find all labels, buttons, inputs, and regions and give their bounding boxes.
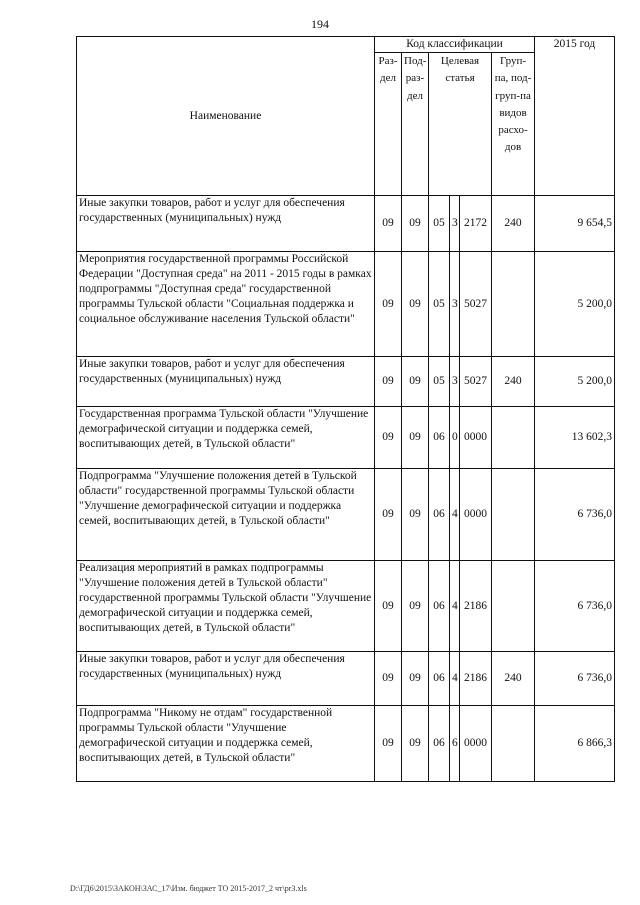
row-subsection: 09	[402, 357, 429, 407]
row-target-subprogram: 3	[450, 252, 460, 357]
row-expense-group	[492, 252, 535, 357]
row-expense-group	[492, 407, 535, 469]
column-header-expense-group: Груп-па, под-груп-па видов расхо-дов	[492, 53, 535, 196]
table-row	[77, 561, 615, 652]
row-target-program: 06	[429, 407, 450, 469]
row-amount: 6 736,0	[535, 561, 615, 652]
row-subsection: 09	[402, 196, 429, 252]
row-amount: 9 654,5	[535, 196, 615, 252]
row-target-program: 06	[429, 652, 450, 706]
column-header-name: Наименование	[77, 37, 375, 196]
table-row	[77, 706, 615, 782]
column-header-subsection: Под-раз-дел	[402, 53, 429, 196]
row-target-subprogram: 3	[450, 357, 460, 407]
row-target-program: 05	[429, 252, 450, 357]
row-amount: 13 602,3	[535, 407, 615, 469]
row-amount: 5 200,0	[535, 252, 615, 357]
row-target-direction: 5027	[460, 357, 492, 407]
row-expense-group	[492, 561, 535, 652]
row-section: 09	[375, 196, 402, 252]
row-expense-group: 240	[492, 357, 535, 407]
row-expense-group: 240	[492, 196, 535, 252]
column-header-classification: Код классификации	[375, 37, 535, 53]
column-header-year: 2015 год	[535, 37, 615, 196]
column-header-section: Раз-дел	[375, 53, 402, 196]
row-target-direction: 0000	[460, 706, 492, 782]
row-name: Подпрограмма "Никому не отдам" государственной программы Тульской области "Улучшение демографической ситуации и поддержка семей, воспитывающих детей, в Тульской области"	[77, 706, 375, 782]
row-name: Иные закупки товаров, работ и услуг для обеспечения государственных (муниципальных) нужд	[77, 357, 375, 407]
row-amount: 6 736,0	[535, 652, 615, 706]
row-subsection: 09	[402, 469, 429, 561]
row-target-direction: 2186	[460, 652, 492, 706]
row-name: Государственная программа Тульской области "Улучшение демографической ситуации и поддержка семей, воспитывающих детей, в Тульской области"	[77, 407, 375, 469]
row-expense-group	[492, 469, 535, 561]
table-row	[77, 652, 615, 706]
table-row	[77, 357, 615, 407]
row-target-subprogram: 0	[450, 407, 460, 469]
row-expense-group: 240	[492, 652, 535, 706]
row-name: Мероприятия государственной программы Российской Федерации "Доступная среда" на 2011 - 2015 годы в рамках подпрограммы "Доступная среда" государственной программы Тульской области "Социальная поддержка и социальное обслуживание населения Тульской области"	[77, 252, 375, 357]
row-subsection: 09	[402, 561, 429, 652]
row-target-direction: 2186	[460, 561, 492, 652]
table-row	[77, 407, 615, 469]
row-target-program: 06	[429, 469, 450, 561]
row-subsection: 09	[402, 706, 429, 782]
row-target-program: 05	[429, 196, 450, 252]
table-row	[77, 252, 615, 357]
row-target-direction: 2172	[460, 196, 492, 252]
row-target-program: 05	[429, 357, 450, 407]
row-section: 09	[375, 652, 402, 706]
table-row	[77, 469, 615, 561]
row-target-direction: 0000	[460, 407, 492, 469]
footer-file-path: D:\ГД6\2015\ЗАКОН\ЗАС_17\Изм. бюджет ТО 2015-2017_2 чт\pr3.xls	[70, 884, 307, 893]
row-subsection: 09	[402, 407, 429, 469]
page-number: 194	[311, 17, 329, 31]
row-target-program: 06	[429, 706, 450, 782]
row-section: 09	[375, 561, 402, 652]
row-name: Подпрограмма "Улучшение положения детей в Тульской области" государственной программы Тульской области "Улучшение демографической ситуации и поддержка семей, воспитывающих детей, в Тульской области"	[77, 469, 375, 561]
row-section: 09	[375, 357, 402, 407]
row-expense-group	[492, 706, 535, 782]
row-target-subprogram: 4	[450, 469, 460, 561]
row-section: 09	[375, 252, 402, 357]
row-amount: 6 866,3	[535, 706, 615, 782]
row-target-subprogram: 6	[450, 706, 460, 782]
row-section: 09	[375, 407, 402, 469]
row-section: 09	[375, 469, 402, 561]
row-target-subprogram: 4	[450, 561, 460, 652]
row-amount: 5 200,0	[535, 357, 615, 407]
row-name: Иные закупки товаров, работ и услуг для обеспечения государственных (муниципальных) нужд	[77, 652, 375, 706]
row-subsection: 09	[402, 252, 429, 357]
row-target-subprogram: 4	[450, 652, 460, 706]
row-target-direction: 0000	[460, 469, 492, 561]
row-section: 09	[375, 706, 402, 782]
row-name: Реализация мероприятий в рамках подпрограммы "Улучшение положения детей в Тульской области" государственной программы Тульской области "Улучшение демографической ситуации и поддержка семей, воспитывающих детей, в Тульской области"	[77, 561, 375, 652]
row-target-direction: 5027	[460, 252, 492, 357]
row-amount: 6 736,0	[535, 469, 615, 561]
table-row	[77, 196, 615, 252]
row-target-subprogram: 3	[450, 196, 460, 252]
column-header-target-item: Целевая статья	[429, 53, 492, 196]
row-target-program: 06	[429, 561, 450, 652]
budget-table	[76, 36, 615, 782]
row-subsection: 09	[402, 652, 429, 706]
row-name: Иные закупки товаров, работ и услуг для обеспечения государственных (муниципальных) нужд	[77, 196, 375, 252]
